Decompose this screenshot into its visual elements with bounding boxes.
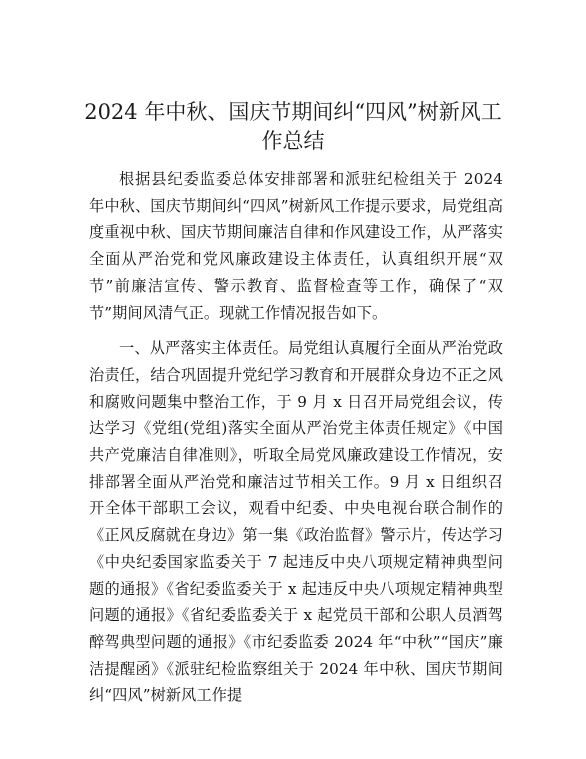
paragraph-section-1: 一、从严落实主体责任。局党组认真履行全面从严治党政治责任，结合巩固提升党纪学习教育和开展群众身边不正之风和腐败问题集中整治工作，于 9 月 x 日召开局党组会议，传达学习《党组(党组)落实全面从严治党主体责任规定》《中国共产党廉洁自律准则》，听取全局党风廉政建设工作情况，安排部署全面从严治党和廉洁过节相关工作。9 月 x 日组织召开全体干部职工会议，观看中纪委、中央电视台联合制作的《正风反腐就在身边》第一集《政治监督》警示片，传达学习《中央纪委国家监委关于 7 起违反中央八项规定精神典型问题的通报》《省纪委监委关于 x 起违反中央八项规定精神典型问题的通报》《省纪委监委关于 x 起党员干部和公职人员酒驾醉驾典型问题的通报》《市纪委监委 2024 年“中秋”“国庆”廉洁提醒函》《派驻纪检监察组关于 2024 年中秋、国庆节期间纠“四风”树新风工作提 (89, 339, 503, 705)
document-title: 2024 年中秋、国庆节期间纠“四风”树新风工作总结 (84, 100, 502, 153)
document-body (89, 166, 503, 718)
paragraph-intro: 根据县纪委监委总体安排部署和派驻纪检组关于 2024 年中秋、国庆节期间纠“四风”树新风工作提示要求，局党组高度重视中秋、国庆节期间廉洁自律和作风建设工作，从严落实全面从严治党和党风廉政建设主体责任，认真组织开展“双节”前廉洁宣传、警示教育、监督检查等工作，确保了“双节”期间风清气正。现就工作情况报告如下。 (89, 170, 503, 322)
